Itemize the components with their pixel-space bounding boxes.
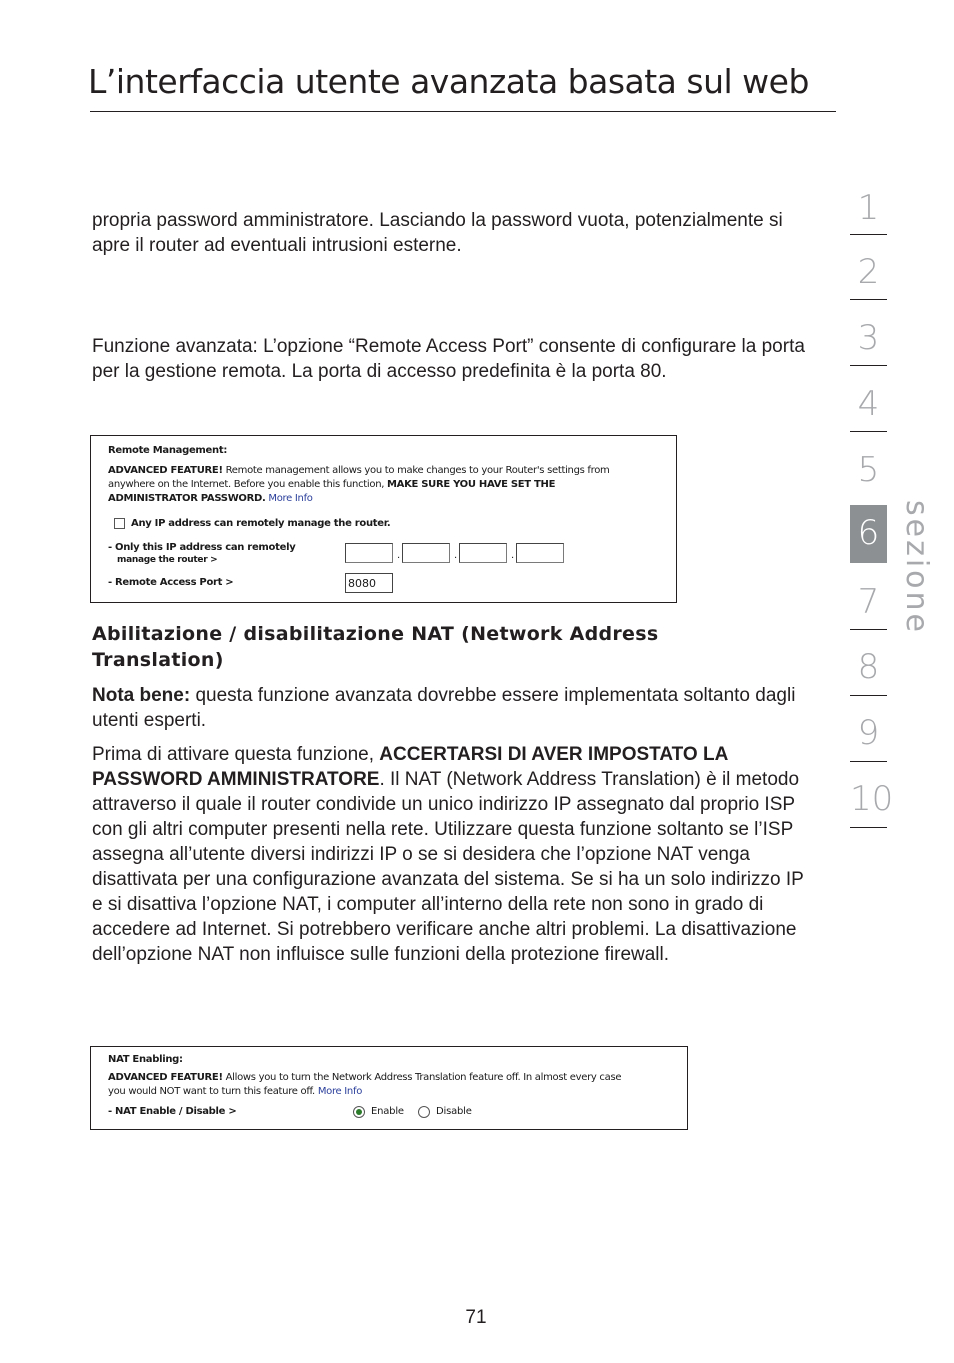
section-1-number: 1 xyxy=(857,188,880,228)
remote-port-paragraph: Funzione avanzata: L’opzione “Remote Access Port” consente di configurare la porta per la gestione remota. La porta di accesso predefinita è la porta 80. xyxy=(92,336,805,382)
nat-enable-label: Enable xyxy=(371,1106,404,1117)
section-divider xyxy=(850,234,887,235)
description-line-2: anywhere on the Internet. Before you enable this function, xyxy=(108,479,387,490)
nat-description-paragraph xyxy=(92,742,807,967)
nat-text-rest: . Il NAT (Network Address Translation) è il metodo attraverso il quale il router condivide un unico indirizzo IP assegnato dal proprio ISP con gli altri computer presenti nella rete. Utilizzare questa funzione soltanto se l’ISP assegna all’utente diversi indirizzi IP o se si desidera che l’opzione NAT venga disattivata per una configurazione avanzata del sistema. Se si ha un solo indirizzo IP e si disattiva l’opzione NAT, i computer all’interno della rete non sono in grado di accedere ad Internet. Si potrebbero verificare anche altri problemi. La disattivazione dell’opzione NAT non influisce sulle funzioni della protezione firewall. xyxy=(92,769,804,965)
section-label: sezione xyxy=(899,500,934,635)
section-divider xyxy=(850,365,887,366)
remote-port-input[interactable]: 8080 xyxy=(345,573,393,593)
page-number: 71 xyxy=(465,1307,487,1328)
more-info-link[interactable]: More Info xyxy=(314,1086,363,1097)
section-divider xyxy=(850,827,887,828)
section-divider xyxy=(850,299,887,300)
ip-separator: . xyxy=(511,550,515,561)
section-divider xyxy=(850,629,887,630)
ip-octet-4-input[interactable] xyxy=(516,543,564,563)
password-warning: ACCERTARSI DI AVER IMPOSTATO LA PASSWORD AMMINISTRATORE xyxy=(92,744,728,790)
nat-enabling-panel xyxy=(90,1046,688,1130)
section-divider xyxy=(850,431,887,432)
section-10-number: 10 xyxy=(850,779,894,819)
ip-octet-2-input[interactable] xyxy=(402,543,450,563)
section-2-number: 2 xyxy=(857,252,880,292)
warning-text-2: ADMINISTRATOR PASSWORD. xyxy=(108,493,266,504)
nat-description-line-1: Allows you to turn the Network Address Translation feature off. In almost every case xyxy=(222,1072,622,1083)
remote-port-label: - Remote Access Port > xyxy=(108,577,234,588)
section-6-number-active: 6 xyxy=(850,505,887,563)
section-4-number: 4 xyxy=(857,384,880,424)
nat-disable-label: Disable xyxy=(436,1106,472,1117)
section-divider xyxy=(850,761,887,762)
remote-management-panel xyxy=(90,435,677,603)
note-text: questa funzione avanzata dovrebbe essere implementata soltanto dagli utenti esperti. xyxy=(92,685,796,731)
section-3-number: 3 xyxy=(857,318,880,358)
ip-octet-1-input[interactable] xyxy=(345,543,393,563)
section-7-number: 7 xyxy=(857,582,880,622)
note-label: Nota bene: xyxy=(92,685,191,706)
nat-enabling-description xyxy=(108,1071,683,1099)
nat-enabling-title: NAT Enabling: xyxy=(108,1054,183,1065)
ip-separator: . xyxy=(454,550,458,561)
nat-section-heading: Abilitazione / disabilitazione NAT (Network Address Translation) xyxy=(92,623,659,671)
note-paragraph xyxy=(92,683,807,733)
title-divider xyxy=(90,111,836,112)
remote-management-title: Remote Management: xyxy=(108,445,228,456)
section-divider xyxy=(850,695,887,696)
ip-octet-3-input[interactable] xyxy=(459,543,507,563)
any-ip-label: Any IP address can remotely manage the router. xyxy=(131,518,391,529)
section-8-number: 8 xyxy=(857,647,880,687)
nat-enable-radio[interactable] xyxy=(353,1106,365,1118)
warning-text: MAKE SURE YOU HAVE SET THE xyxy=(387,479,556,490)
nat-toggle-label: - NAT Enable / Disable > xyxy=(108,1106,237,1117)
any-ip-checkbox[interactable] xyxy=(114,518,125,529)
only-ip-label xyxy=(108,541,295,567)
page-title: L’interfaccia utente avanzata basata sul web xyxy=(88,62,809,101)
nat-text-start: Prima di attivare questa funzione, xyxy=(92,744,380,765)
intro-paragraph: propria password amministratore. Lasciando la password vuota, potenzialmente si apre il router ad eventuali intrusioni esterne. xyxy=(92,210,783,256)
ip-separator: . xyxy=(397,550,401,561)
more-info-link[interactable]: More Info xyxy=(265,493,313,504)
advanced-feature-label: ADVANCED FEATURE! xyxy=(108,465,223,476)
remote-management-description xyxy=(108,464,673,506)
description-line-1: Remote management allows you to make changes to your Router's settings from xyxy=(222,465,610,476)
nat-disable-radio[interactable] xyxy=(418,1106,430,1118)
only-ip-label-line-2: manage the router > xyxy=(117,555,218,565)
only-ip-label-line-1: - Only this IP address can remotely xyxy=(108,542,296,553)
nat-description-line-2: you would NOT want to turn this feature off. xyxy=(108,1086,315,1097)
section-9-number: 9 xyxy=(857,713,880,753)
advanced-feature-label: ADVANCED FEATURE! xyxy=(108,1072,223,1083)
section-5-number: 5 xyxy=(857,450,880,490)
